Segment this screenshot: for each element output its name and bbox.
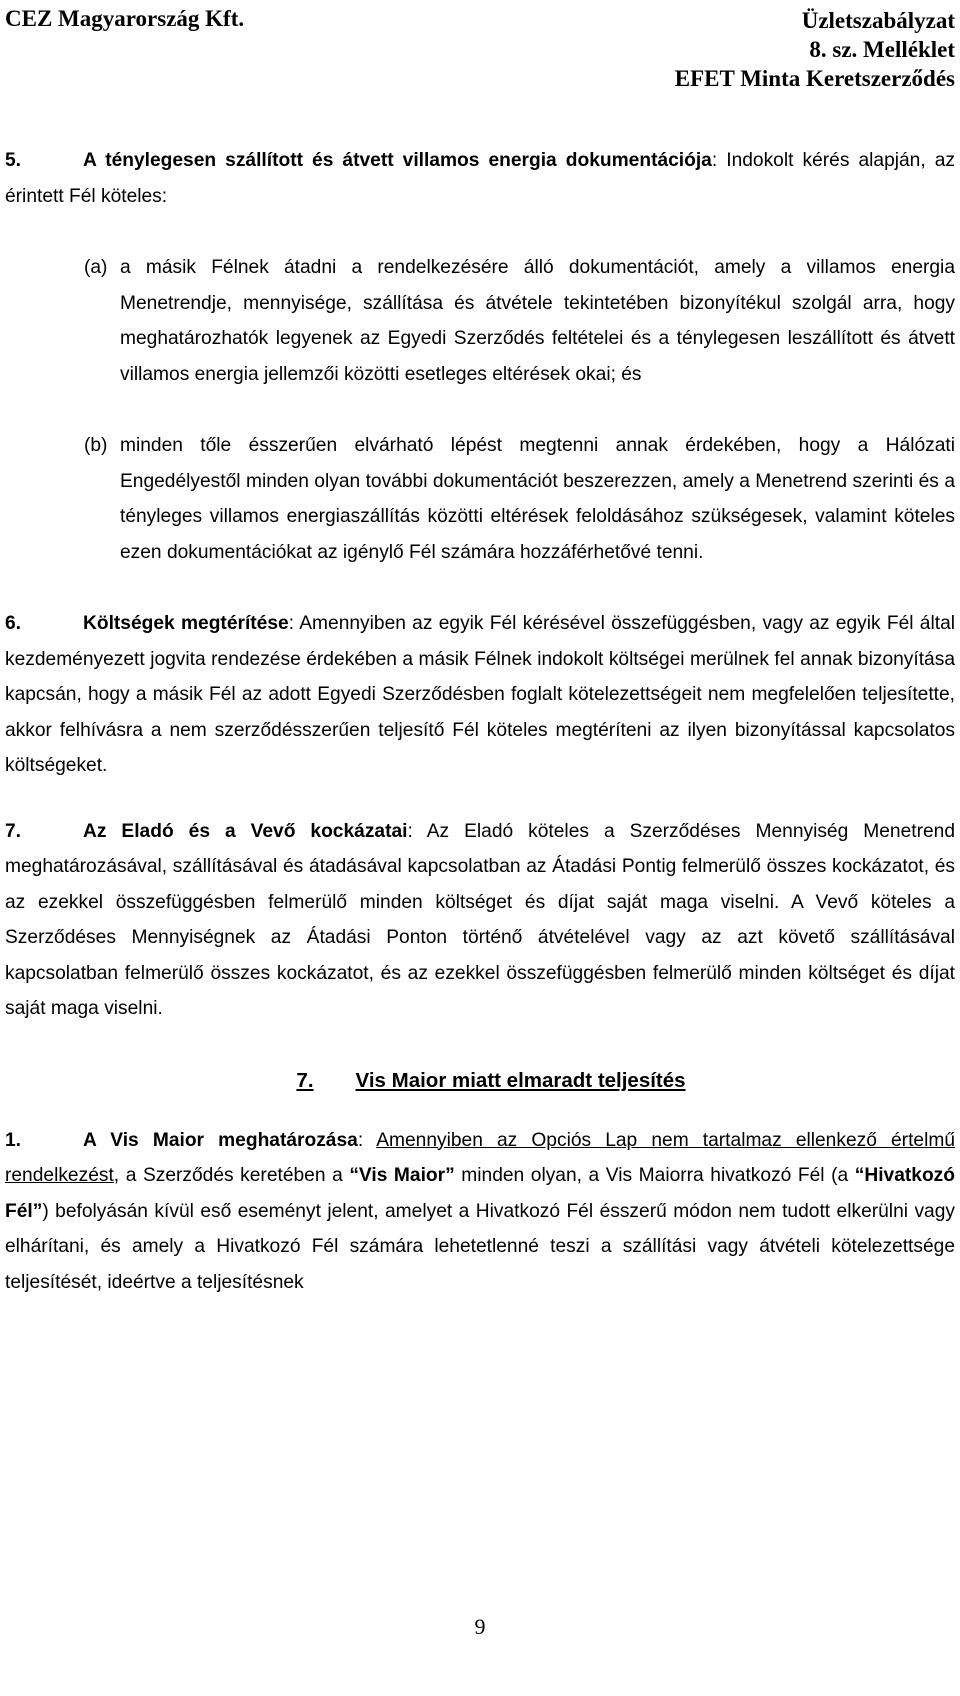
section-title: Vis Maior miatt elmaradt teljesítés <box>355 1068 686 1092</box>
document-subtitle: EFET Minta Keretszerződés <box>674 66 955 91</box>
subparagraph-text: minden tőle ésszerűen elvárható lépést megtenni annak érdekében, hogy a Hálózati Engedélyestől minden olyan további dokumentációt beszerezzen, amely a Menetrend szerinti és a tényleges villamos energiaszállítás közötti eltérések feloldásához szükségesek, valamint köteles ezen dokumentációkat az igénylő Fél számára hozzáférhetővé tenni. <box>120 435 955 563</box>
paragraph-number: 7. <box>5 820 22 842</box>
header-right-block <box>675 6 955 93</box>
paragraph-number: 5. <box>5 150 22 171</box>
subparagraph-label: (a) <box>84 257 108 278</box>
subparagraph-text: a másik Félnek átadni a rendelkezésére álló dokumentációt, amely a villamos energia Menetrendje, mennyisége, szállítása és átvétele tekintetében bizonyítékul szolgál arra, hogy meghatározhatók legyenek az Egyedi Szerződés feltételei és a ténylegesen leszállított és átvett villamos energia jellemzői közötti esetleges eltérések okai; és <box>120 257 955 385</box>
section-heading <box>5 1063 955 1099</box>
paragraph-text: : Amennyiben az egyik Fél kérésével összefüggésben, vagy az egyik Fél által kezdeményezett jogvita rendezése érdekében a másik Félnek indokolt költségei merülnek fel annak bizonyítása kapcsán, hogy a másik Fél az adott Egyedi Szerződésben foglalt kötelezettségeit nem megfelelően teljesítette, akkor felhívásra a nem szerződésszerűen teljesítő Fél köteles megtéríteni az ilyen bizonyítással kapcsolatos költségeket. <box>5 613 955 776</box>
page-header <box>5 6 955 96</box>
company-name: CEZ Magyarország Kft. <box>5 6 245 31</box>
paragraph-text: : Indokolt kérés alapján, az érintett Fél köteles: <box>5 150 955 207</box>
section7-paragraph-1 <box>5 1123 955 1301</box>
paragraph-title: A Vis Maior meghatározása <box>83 1129 358 1151</box>
defined-term-hivatkozo-fel: “Hivatkozó Fél” <box>5 1165 955 1222</box>
paragraph-title: Az Eladó és a Vevő kockázatai <box>83 820 408 842</box>
paragraph-number: 1. <box>5 1129 22 1151</box>
paragraph-colon: : <box>357 1129 377 1151</box>
underlined-clause: Amennyiben az Opciós Lap nem tartalmaz ellenkező értelmű rendelkezést <box>5 1129 955 1186</box>
paragraph-text: ) befolyásán kívül eső eseményt jelent, amelyet a Hivatkozó Fél ésszerű módon nem tudott elkerülni vagy elhárítani, és amely a Hivatkozó Fél számára lehetetlenné teszi a szállítási vagy átvételi kötelezettsége teljesítését, ideértve a teljesítésnek <box>5 1200 955 1293</box>
paragraph-7 <box>5 814 955 1027</box>
subparagraph-label: (b) <box>84 435 108 456</box>
paragraph-number: 6. <box>5 613 22 634</box>
page-number: 9 <box>474 1614 486 1639</box>
paragraph-title: Költségek megtérítése <box>83 613 289 634</box>
paragraph-text: , a Szerződés keretében a <box>113 1165 350 1186</box>
subparagraph-b <box>84 428 955 570</box>
document-body <box>5 143 955 1300</box>
paragraph-text: : Az Eladó köteles a Szerződéses Mennyiség Menetrend meghatározásával, szállításával és átadásával kapcsolatban az Átadási Pontig felmerülő összes kockázatot, és az ezekkel összefüggésben felmerülő minden költséget és díjat saját maga viselni. A Vevő köteles a Szerződéses Mennyiségnek az Átadási Ponton történő átvételével vagy az azt követő szállításával kapcsolatban felmerülő összes kockázatot, és az ezekkel összefüggésben felmerülő minden költséget és díjat saját maga viselni. <box>5 820 955 1019</box>
subparagraph-a <box>84 250 955 392</box>
annex-label: 8. sz. Melléklet <box>809 37 955 62</box>
paragraph-text: minden olyan, a Vis Maiorra hivatkozó Fél (a <box>454 1165 855 1186</box>
document-title: Üzletszabályzat <box>801 8 955 33</box>
defined-term-vis-maior: “Vis Maior” <box>349 1165 455 1186</box>
paragraph-6 <box>5 606 955 784</box>
section-number: 7. <box>296 1068 314 1092</box>
paragraph-5 <box>5 143 955 214</box>
paragraph-title: A ténylegesen szállított és átvett villamos energia dokumentációja <box>83 150 712 171</box>
